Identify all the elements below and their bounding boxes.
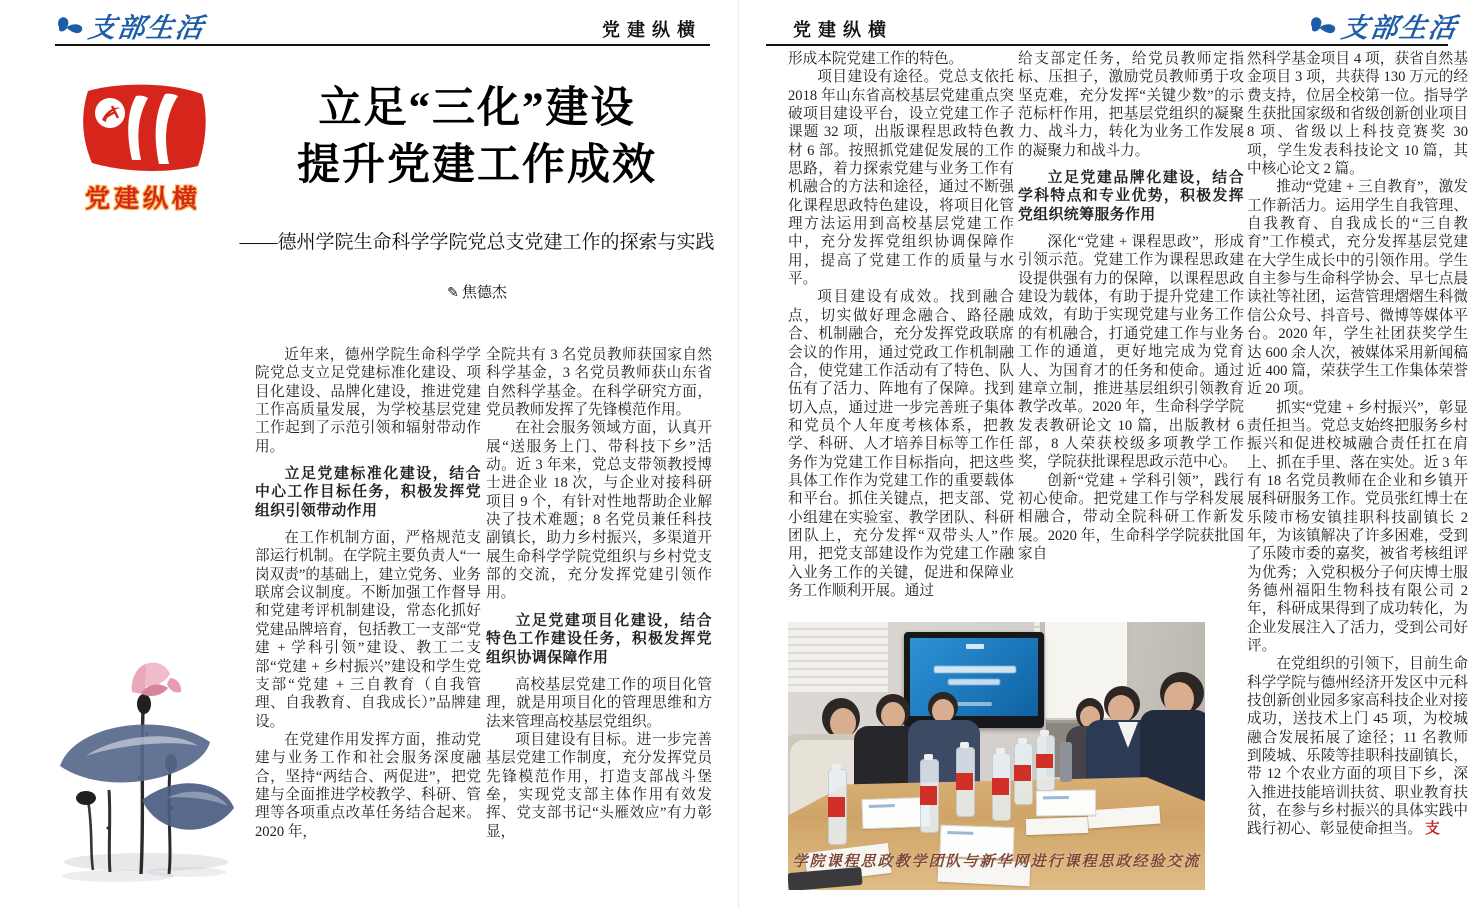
masthead-logo-text: 支部生活 (1339, 13, 1460, 43)
body-paragraph: 项目建设有成效。找到融合点，切实做好理念融合、路径融合、机制融合，充分发挥党政联席会议的作用，通过党政工作机制融合，使党建工作活动有了特色、队伍有了活力、阵地有了保障。找到切入点，通过进一步完善班子集体和党员个人年度考核体系，把教学、科研、人才培养目标等工作任务作为党建工作目标指向，把这些具体工作作为党建工作的重要载体和平台。抓住关键点，把支部、党小组建在实验室、教学团队、科研团队上，充分发挥“双带头人”作用，把党支部建设作为党建工作融入业务工作的关键，促进和保障业务工作顺利开展。通过 (788, 289, 1014, 599)
body-paragraph: 给支部定任务，给党员教师定指标、压担子，激励党员教师勇于攻坚克难，充分发挥“关键少数”的示范标杆作用，把基层党组织的凝聚力、战斗力，转化为业务工作发展的凝聚力和战斗力。 (1018, 51, 1244, 159)
page-right (738, 0, 1476, 909)
butterfly-logo-icon (55, 13, 85, 39)
water-bottle (828, 764, 845, 838)
body-paragraph: 近年来，德州学院生命科学学院党总支立足党建标准化建设、项目化建设、品牌化建设，推进党建工作高质量发展，为学校基层党建工作起到了示范引领和辐射带动作用。 (255, 347, 481, 455)
water-bottle (992, 748, 1009, 814)
photo-caption: 学院课程思政教学团队与新华网进行课程思政经验交流 (792, 854, 1201, 870)
meeting-photo (788, 622, 1205, 890)
text-column-4 (1018, 50, 1244, 616)
section-heading: 立足党建品牌化建设，结合学科特点和专业优势，积极发挥党组织统筹服务作用 (1018, 170, 1244, 223)
body-paragraph: 抓实“党建 + 乡村振兴”，彰显责任担当。党总支始终把服务乡村振兴和促进校城融合责任扛在肩上、抓在手里、落在实处。近 3 年有 18 名党员教师在企业和乡镇开展科研服务工作。党员张红博士在乐陵市杨安镇挂职科技副镇长 2 年，为该镇解决了许多困难，受到了乐陵市委的嘉奖，被省考核组评为优秀；入党积极分子何庆博士服务德州福阳生物科技有限公司 2 年，科研成果得到了成功转化，为企业发展注入了活力，受到公司好评。 (1247, 399, 1468, 654)
body-paragraph: 全院共有 3 名党员教师获国家自然科学基金，3 名党员教师获山东省自然科学基金。在科学研究方面，党员教师发挥了先锋模范作用。 (486, 347, 712, 419)
body-paragraph: 形成本院党建工作的特色。 (788, 51, 964, 67)
body-paragraph: 在党建作用发挥方面，推动党建与业务工作和社会服务深度融合，坚持“两结合、两促进”，把党建与全面推进学校教学、科研、管理等各项重点改革任务结合起来。2020 年， (255, 731, 481, 840)
text-column-1 (255, 346, 481, 904)
body-paragraph: 项目建设有目标。进一步完善基层党建工作制度，充分发挥党员先锋模范作用，打造支部战斗堡垒，实现党支部主体作用有效发挥、党支部书记“头雁效应”有力彰显， (486, 731, 712, 840)
text-column-3 (788, 50, 1014, 616)
badge-label: 党建纵横 (84, 185, 201, 213)
body-paragraph: 然科学基金项目 4 项，获省自然基金项目 3 项，共获得 130 万元的经费支持，位居全校第一位。指导学生获批国家级和省级创新创业项目 8 项、省级以上科技竞赛奖 30 项，学生发表科技论文 10 篇，其中核心论文 2 篇。 (1247, 51, 1468, 178)
slide-logo-mark (966, 644, 984, 649)
butterfly-logo-icon (1308, 13, 1338, 39)
author-name: 焦德杰 (461, 285, 507, 301)
body-paragraph: 创新“党建 + 学科引领”，践行初心使命。把党建工作与学科发展相融合，带动全院科研工作新发展。2020 年，生命科学学院获批国家自 (1018, 472, 1244, 562)
body-paragraph: 项目建设有途径。党总支依托 2018 年山东省高校基层党建重点突破项目建设平台，设立党建工作子课题 32 项，出版课程思政特色教材 6 部。按照抓党建促发展的工作思路，着力探索党建与业务工作有机融合的方法和途径，通过不断强化课程思政特色建设，将项目化管理方法运用到高校基层党建工作中，充分发挥党组织协调保障作用，提高了党建工作的质量与水平。 (788, 69, 1014, 288)
water-bottle (920, 754, 937, 826)
body-paragraph: 在社会服务领域方面，认真开展“送服务上门、带科技下乡”活动。近 3 年来，党总支带领教授博士进企业 18 次，与企业对接科研项目 9 个，有针对性地帮助企业解决了技术难题；8 名党员兼任科技副镇长，助力乡村振兴，多渠道开展生命科学学院党组织与乡村党支部的交流，充分发挥党建引领作用。 (486, 420, 712, 602)
body-paragraph: 在党组织的引领下，目前生命科学学院与德州经济开发区中元科技创新创业园多家高科技企业对接成功，送技术上门 45 项，为校城融合发展拓展了途径；11 名教师到陵城、乐陵等挂职科技副镇长，带 12 个农业方面的项目下乡，深入推进技能培训扶贫、职业教育扶贫，在参与乡村振兴的具体实践中践行初心、彰显使命担当。 支 (1247, 656, 1468, 838)
article-byline (238, 281, 716, 302)
article-end-mark: 支 (1425, 821, 1440, 838)
masthead-rule-left (55, 44, 710, 46)
masthead-logo-left (55, 6, 205, 45)
name-card (1036, 789, 1096, 816)
text-column-2 (486, 346, 712, 904)
section-title-right: 党建纵横 (793, 20, 893, 40)
paper-sheet (1026, 817, 1089, 835)
body-paragraph: 深化“党建 + 课程思政”，形成引领示范。党建工作为课程思政建设提供强有力的保障，以课程思政建设为载体，有助于提升党建工作成效，有助于实现党建与业务工作的有机融合，打通党建工作与业务工作的通道，更好地完成为党育人、为国育才的任务和使命。通过建章立制，推进基层组织引领教育教学改革。2020 年，生命科学学院发表教研论文 10 篇，出版教材 6 部，8 人荣获校级多项教学工作奖，学院获批课程思政示范中心。 (1018, 234, 1244, 471)
slide-title-line (934, 666, 1016, 673)
water-bottle (1036, 730, 1053, 784)
section-heading: 立足党建标准化建设，结合中心工作目标任务，积极发挥党组织引领带动作用 (255, 466, 481, 519)
water-bottle (1014, 738, 1031, 798)
body-paragraph: 高校基层党建工作的项目化管理，就是用项目化的管理思维和方法来管理高校基层党组织。 (486, 676, 712, 730)
section-title-left: 党建纵横 (602, 20, 702, 40)
water-bottle (956, 742, 973, 810)
party-flag-badge (68, 84, 218, 215)
text-column-5 (1247, 50, 1468, 900)
lotus-ink-painting (46, 648, 250, 892)
body-paragraph: 推动“党建 + 三自教育”，激发工作新活力。运用学生自我管理、自我教育、自我成长的“三自教育”工作模式，充分发挥基层党建在大学生成长中的引领作用。学生自主参与生命科学协会、早七点晨读社等社团，运营管理熠熠生科微信公众号、抖音号、微博等媒体平台。2020 年，学生社团获奖学生达 600 余人次，被媒体采用新闻稿近 400 篇，荣获学生工作集体荣誉近 20 项。 (1247, 179, 1468, 398)
slide-footer-line (956, 702, 992, 706)
window-blinds-left (788, 622, 888, 692)
slide-subtitle-line (948, 679, 1000, 685)
section-heading: 立足党建项目化建设，结合特色工作建设任务，积极发挥党组织协调保障作用 (486, 612, 712, 666)
masthead-logo-text: 支部生活 (86, 13, 207, 43)
masthead-rule-right (766, 44, 1448, 46)
body-paragraph: 在工作机制方面，严格规范支部运行机制。在学院主要负责人“一岗双责”的基础上，建立党务、业务联席会议制度。不断加强工作督导和党建考评机制建设，常态化抓好党建品牌培育，包括教工一支部“党建 + 学科引领”建设、教工二支部“党建 + 乡村振兴”建设和学生党支部“党建 + 三自教育（自我管理、自我教育、自我成长）”品牌建设。 (255, 530, 481, 730)
pencil-icon: ✎ (447, 286, 459, 301)
party-flag-icon (68, 84, 218, 172)
article-title-line2: 提升党建工作成效 (297, 142, 657, 189)
article-title (238, 80, 716, 194)
article-subtitle: ——德州学院生命科学学院党总支党建工作的探索与实践 (239, 232, 715, 253)
masthead-logo-right (1308, 6, 1458, 45)
thermos-bottle (1060, 742, 1072, 782)
article-title-line1: 立足“三化”建设 (318, 85, 636, 132)
